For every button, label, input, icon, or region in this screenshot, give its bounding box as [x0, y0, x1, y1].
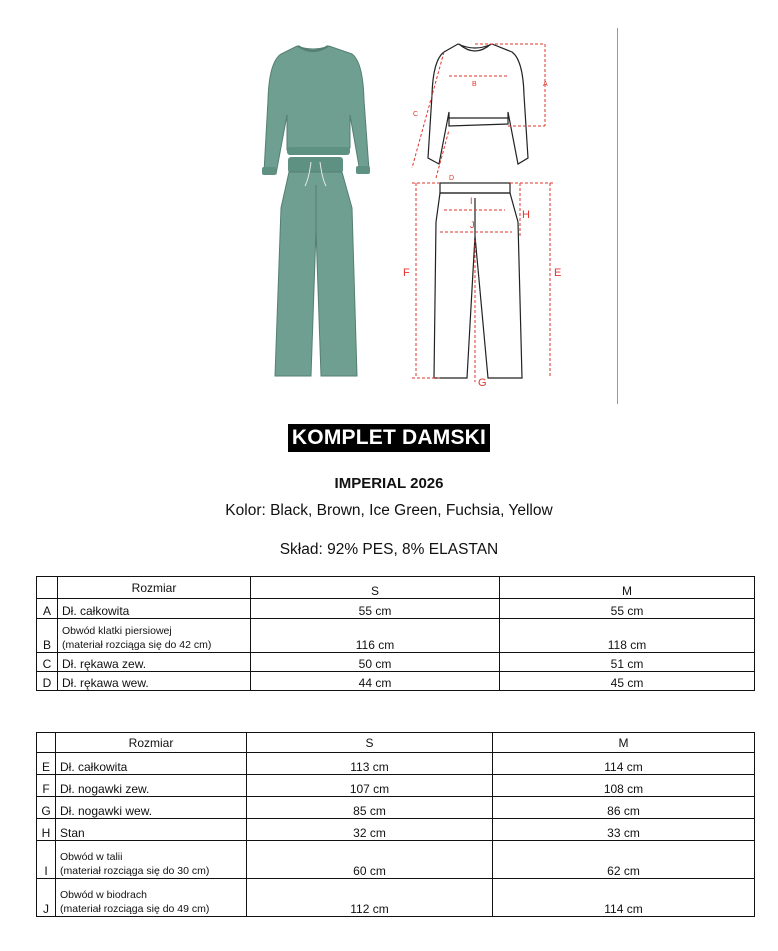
- label-g: G: [478, 377, 487, 389]
- row-name: Dł. całkowita: [56, 753, 247, 775]
- label-a: A: [543, 81, 548, 88]
- row-code: C: [37, 653, 58, 672]
- row-m: 62 cm: [493, 841, 755, 879]
- row-note: (materiał rozciąga się do 30 cm): [60, 865, 210, 877]
- product-title: KOMPLET DAMSKI: [288, 424, 490, 452]
- row-code: J: [37, 879, 56, 917]
- row-s: 116 cm: [251, 619, 500, 653]
- header-size: Rozmiar: [58, 577, 251, 599]
- row-s: 32 cm: [247, 819, 493, 841]
- row-m: 86 cm: [493, 797, 755, 819]
- header-size: Rozmiar: [56, 733, 247, 753]
- row-code: E: [37, 753, 56, 775]
- row-m: 114 cm: [493, 753, 755, 775]
- top-size-table: [36, 576, 755, 691]
- table-row: [37, 672, 755, 691]
- table-row: [37, 841, 755, 879]
- table-row: [37, 599, 755, 619]
- row-s: 85 cm: [247, 797, 493, 819]
- header-s: S: [247, 733, 493, 753]
- sweatshirt-sketch: [428, 44, 528, 164]
- row-code: I: [37, 841, 56, 879]
- label-h: H: [522, 209, 530, 221]
- trousers-photo: [275, 157, 357, 376]
- label-e: E: [554, 267, 562, 279]
- row-name-cell: [58, 619, 251, 653]
- row-name: Dł. nogawki wew.: [56, 797, 247, 819]
- label-c: C: [413, 111, 419, 118]
- row-code: H: [37, 819, 56, 841]
- row-code: G: [37, 797, 56, 819]
- trousers-sketch: [434, 183, 522, 378]
- row-s: 55 cm: [251, 599, 500, 619]
- divider-line: [617, 28, 618, 404]
- row-m: 33 cm: [493, 819, 755, 841]
- label-i: I: [470, 196, 473, 206]
- row-code: A: [37, 599, 58, 619]
- row-name: Dł. całkowita: [58, 599, 251, 619]
- row-name: Obwód klatki piersiowej: [62, 625, 172, 637]
- row-s: 44 cm: [251, 672, 500, 691]
- label-d: D: [449, 175, 455, 182]
- row-m: 51 cm: [500, 653, 755, 672]
- header-s: S: [251, 577, 500, 599]
- row-m: 114 cm: [493, 879, 755, 917]
- measurement-lines: [412, 44, 554, 382]
- row-s: 60 cm: [247, 841, 493, 879]
- row-code: F: [37, 775, 56, 797]
- label-f: F: [403, 267, 410, 279]
- row-name: Dł. rękawa wew.: [58, 672, 251, 691]
- row-code: B: [37, 619, 58, 653]
- table-row: [37, 879, 755, 917]
- row-s: 112 cm: [247, 879, 493, 917]
- table-row: [37, 653, 755, 672]
- title-wrap: [0, 424, 778, 452]
- table-row: [37, 819, 755, 841]
- label-b: B: [472, 81, 477, 88]
- row-m: 55 cm: [500, 599, 755, 619]
- header-code-cell: [37, 577, 58, 599]
- table-row: [37, 619, 755, 653]
- label-j: J: [470, 220, 475, 230]
- row-note: (materiał rozciąga się do 42 cm): [62, 639, 212, 651]
- sweatshirt-photo: [262, 46, 370, 175]
- product-model: IMPERIAL 2026: [334, 475, 444, 492]
- row-name: Stan: [56, 819, 247, 841]
- row-s: 113 cm: [247, 753, 493, 775]
- row-name-cell: [56, 879, 247, 917]
- row-code: D: [37, 672, 58, 691]
- table-header-row: [37, 733, 755, 753]
- row-s: 107 cm: [247, 775, 493, 797]
- table-row: [37, 775, 755, 797]
- row-m: 45 cm: [500, 672, 755, 691]
- product-images: [250, 30, 580, 400]
- row-m: 108 cm: [493, 775, 755, 797]
- row-name: Dł. nogawki zew.: [56, 775, 247, 797]
- row-m: 118 cm: [500, 619, 755, 653]
- row-name: Obwód w biodrach: [60, 889, 147, 901]
- header-m: M: [493, 733, 755, 753]
- header-code-cell: [37, 733, 56, 753]
- row-name-cell: [56, 841, 247, 879]
- product-colors: Kolor: Black, Brown, Ice Green, Fuchsia, Yellow: [225, 502, 553, 519]
- row-name: Dł. rękawa zew.: [58, 653, 251, 672]
- table-header-row: [37, 577, 755, 599]
- table-row: [37, 753, 755, 775]
- measurement-labels: [403, 81, 561, 389]
- bottom-size-table: [36, 732, 755, 917]
- table-row: [37, 797, 755, 819]
- row-s: 50 cm: [251, 653, 500, 672]
- row-name: Obwód w talii: [60, 851, 123, 863]
- header-m: M: [500, 577, 755, 599]
- product-composition: Skład: 92% PES, 8% ELASTAN: [279, 541, 499, 558]
- row-note: (materiał rozciąga się do 49 cm): [60, 903, 210, 915]
